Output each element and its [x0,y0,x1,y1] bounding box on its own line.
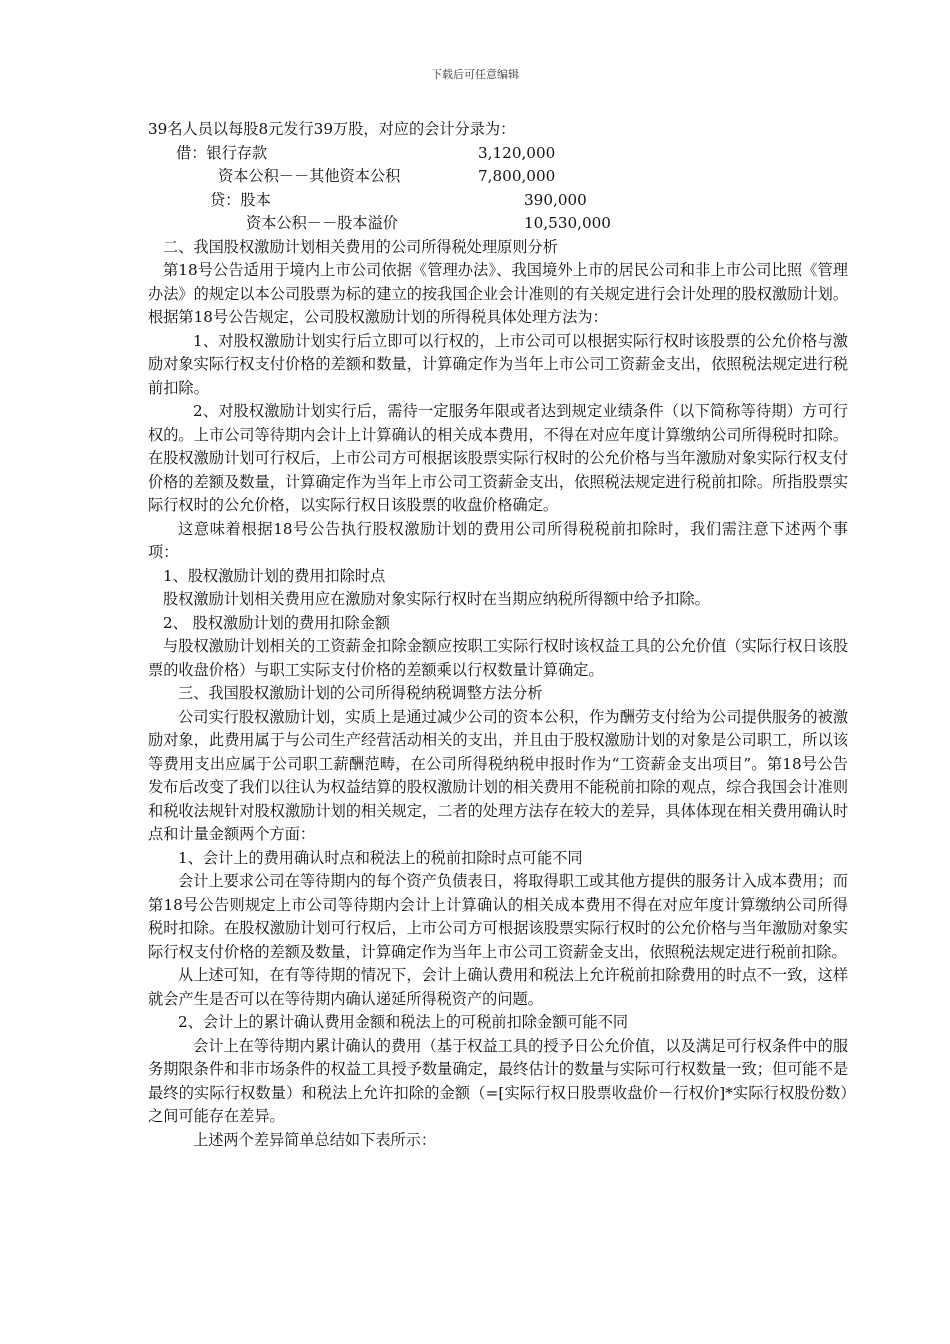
journal-entry-credit-share-premium [148,212,848,236]
section2-paragraph-2: 1、对股权激励计划实行后立即可以行权的，上市公司可以根据实际行权时该股票的公允价格与激励对象实际行权支付价格的差额和数量，计算确定作为当年上市公司工资薪金支出，依照税法规定进行税前扣除。 [148,331,848,397]
section2-heading: 二、我国股权激励计划相关费用的公司所得税处理原则分析 [163,237,558,256]
section3-item-1-text: 会计上要求公司在等待期内的每个资产负债表日，将取得职工或其他方提供的服务计入成本费用；而第18号公告则规定上市公司等待期内会计上计算确认的相关成本费用不得在对应年度计算缴纳公司所得税时扣除。在股权激励计划可行权后，上市公司方可根据该股票实际行权时的公允价格与当年激励对象实际行权支付价格的差额及数量，计算确定作为当年上市公司工资薪金支出，依照税法规定进行税前扣除。 [148,872,848,961]
section3-item-1-title: 1、会计上的费用确认时点和税法上的税前扣除时点可能不同 [178,848,583,867]
section2-paragraph-3: 2、对股权激励计划实行后，需待一定服务年限或者达到规定业绩条件（以下简称等待期）方可行权的。上市公司等待期内会计上计算确认的相关成本费用，不得在对应年度计算缴纳公司所得税时扣除。在股权激励计划可行权后，上市公司方可根据该股票实际行权时的公允价格与当年激励对象实际行权支付价格的差额及数量，计算确定作为当年上市公司工资薪金支出，依照税法规定进行税前扣除。所指股票实际行权时的公允价格，以实际行权日该股票的收盘价格确定。 [148,402,848,514]
section2-item-2-text: 与股权激励计划相关的工资薪金扣除金额应按职工实际行权时该权益工具的公允价值（实际行权日该股票的收盘价格）与职工实际支付价格的差额乘以行权数量计算确定。 [148,637,848,679]
entry-amount: 390,000 [524,190,587,209]
entry-amount: 3,120,000 [478,143,556,162]
section3-paragraph-1: 公司实行股权激励计划，实质上是通过减少公司的资本公积，作为酬劳支付给为公司提供服务的被激励对象，此费用属于与公司生产经营活动相关的支出，并且由于股权激励计划的对象是公司职工，所以该等费用支出应属于公司职工薪酬范畴，在公司所得税纳税申报时作为“工资薪金支出项目”。第18号公告发布后改变了我们以往认为权益结算的股权激励计划的相关费用不能税前扣除的观点，综合我国会计准则和税收法规针对股权激励计划的相关规定，二者的处理方法存在较大的差异，具体体现在相关费用确认时点和计量金额两个方面： [148,707,848,843]
entry-label: 资本公积－－其他资本公积 [218,167,401,185]
section2-paragraph-1: 第18号公告适用于境内上市公司依据《管理办法》、我国境外上市的居民公司和非上市公司比照《管理办法》的规定以本公司股票为标的建立的按我国企业会计准则的有关规定进行会计处理的股权激励计划。根据第18号公告规定，公司股权激励计划的所得税具体处理方法为： [148,261,848,326]
section2-item-2-title: 2、 股权激励计划的费用扣除金额 [163,613,391,632]
entry-amount: 7,800,000 [478,167,556,185]
section3-table-intro: 上述两个差异简单总结如下表所示： [193,1130,436,1149]
page-header-note: 下载后可任意编辑 [431,68,519,81]
section3-paragraph-conclusion: 从上述可知，在有等待期的情况下，会计上确认费用和税法上允许税前扣除费用的时点不一致，这样就会产生是否可以在等待期内确认递延所得税资产的问题。 [148,966,848,1008]
intro-paragraph: 39名人员以每股8元发行39万股，对应的会计分录为： [148,120,516,138]
section2-paragraph-4: 这意味着根据18号公告执行股权激励计划的费用公司所得税税前扣除时，我们需注意下述两个事项： [148,519,848,561]
journal-entry-credit-share-capital [148,189,848,213]
entry-label: 借：银行存款 [176,143,268,162]
document-body [148,118,848,1152]
journal-entry-debit-bank [148,142,848,166]
section2-item-1-title: 1、股权激励计划的费用扣除时点 [163,566,386,585]
entry-label: 资本公积－－股本溢价 [246,214,398,232]
entry-label: 贷：股本 [210,190,271,209]
entry-amount: 10,530,000 [524,214,611,232]
section3-item-2-title: 2、会计上的累计确认费用金额和税法上的可税前扣除金额可能不同 [178,1013,629,1031]
section2-item-1-text: 股权激励计划相关费用应在激励对象实际行权时在当期应纳税所得额中给予扣除。 [163,590,710,608]
section3-heading: 三、我国股权激励计划的公司所得税纳税调整方法分析 [178,684,543,702]
journal-entry-debit-capital-reserve [148,165,848,189]
section3-item-2-text: 会计上在等待期内累计确认的费用（基于权益工具的授予日公允价值，以及满足可行权条件中的服务期限条件和非市场条件的权益工具授予数量确定，最终估计的数量与实际可行权数量一致；但可能不是最终的实际行权数量）和税法上允许扣除的金额（=[实际行权日股票收盘价－行权价]*实际行权股份数）之间可能存在差异。 [148,1036,848,1125]
